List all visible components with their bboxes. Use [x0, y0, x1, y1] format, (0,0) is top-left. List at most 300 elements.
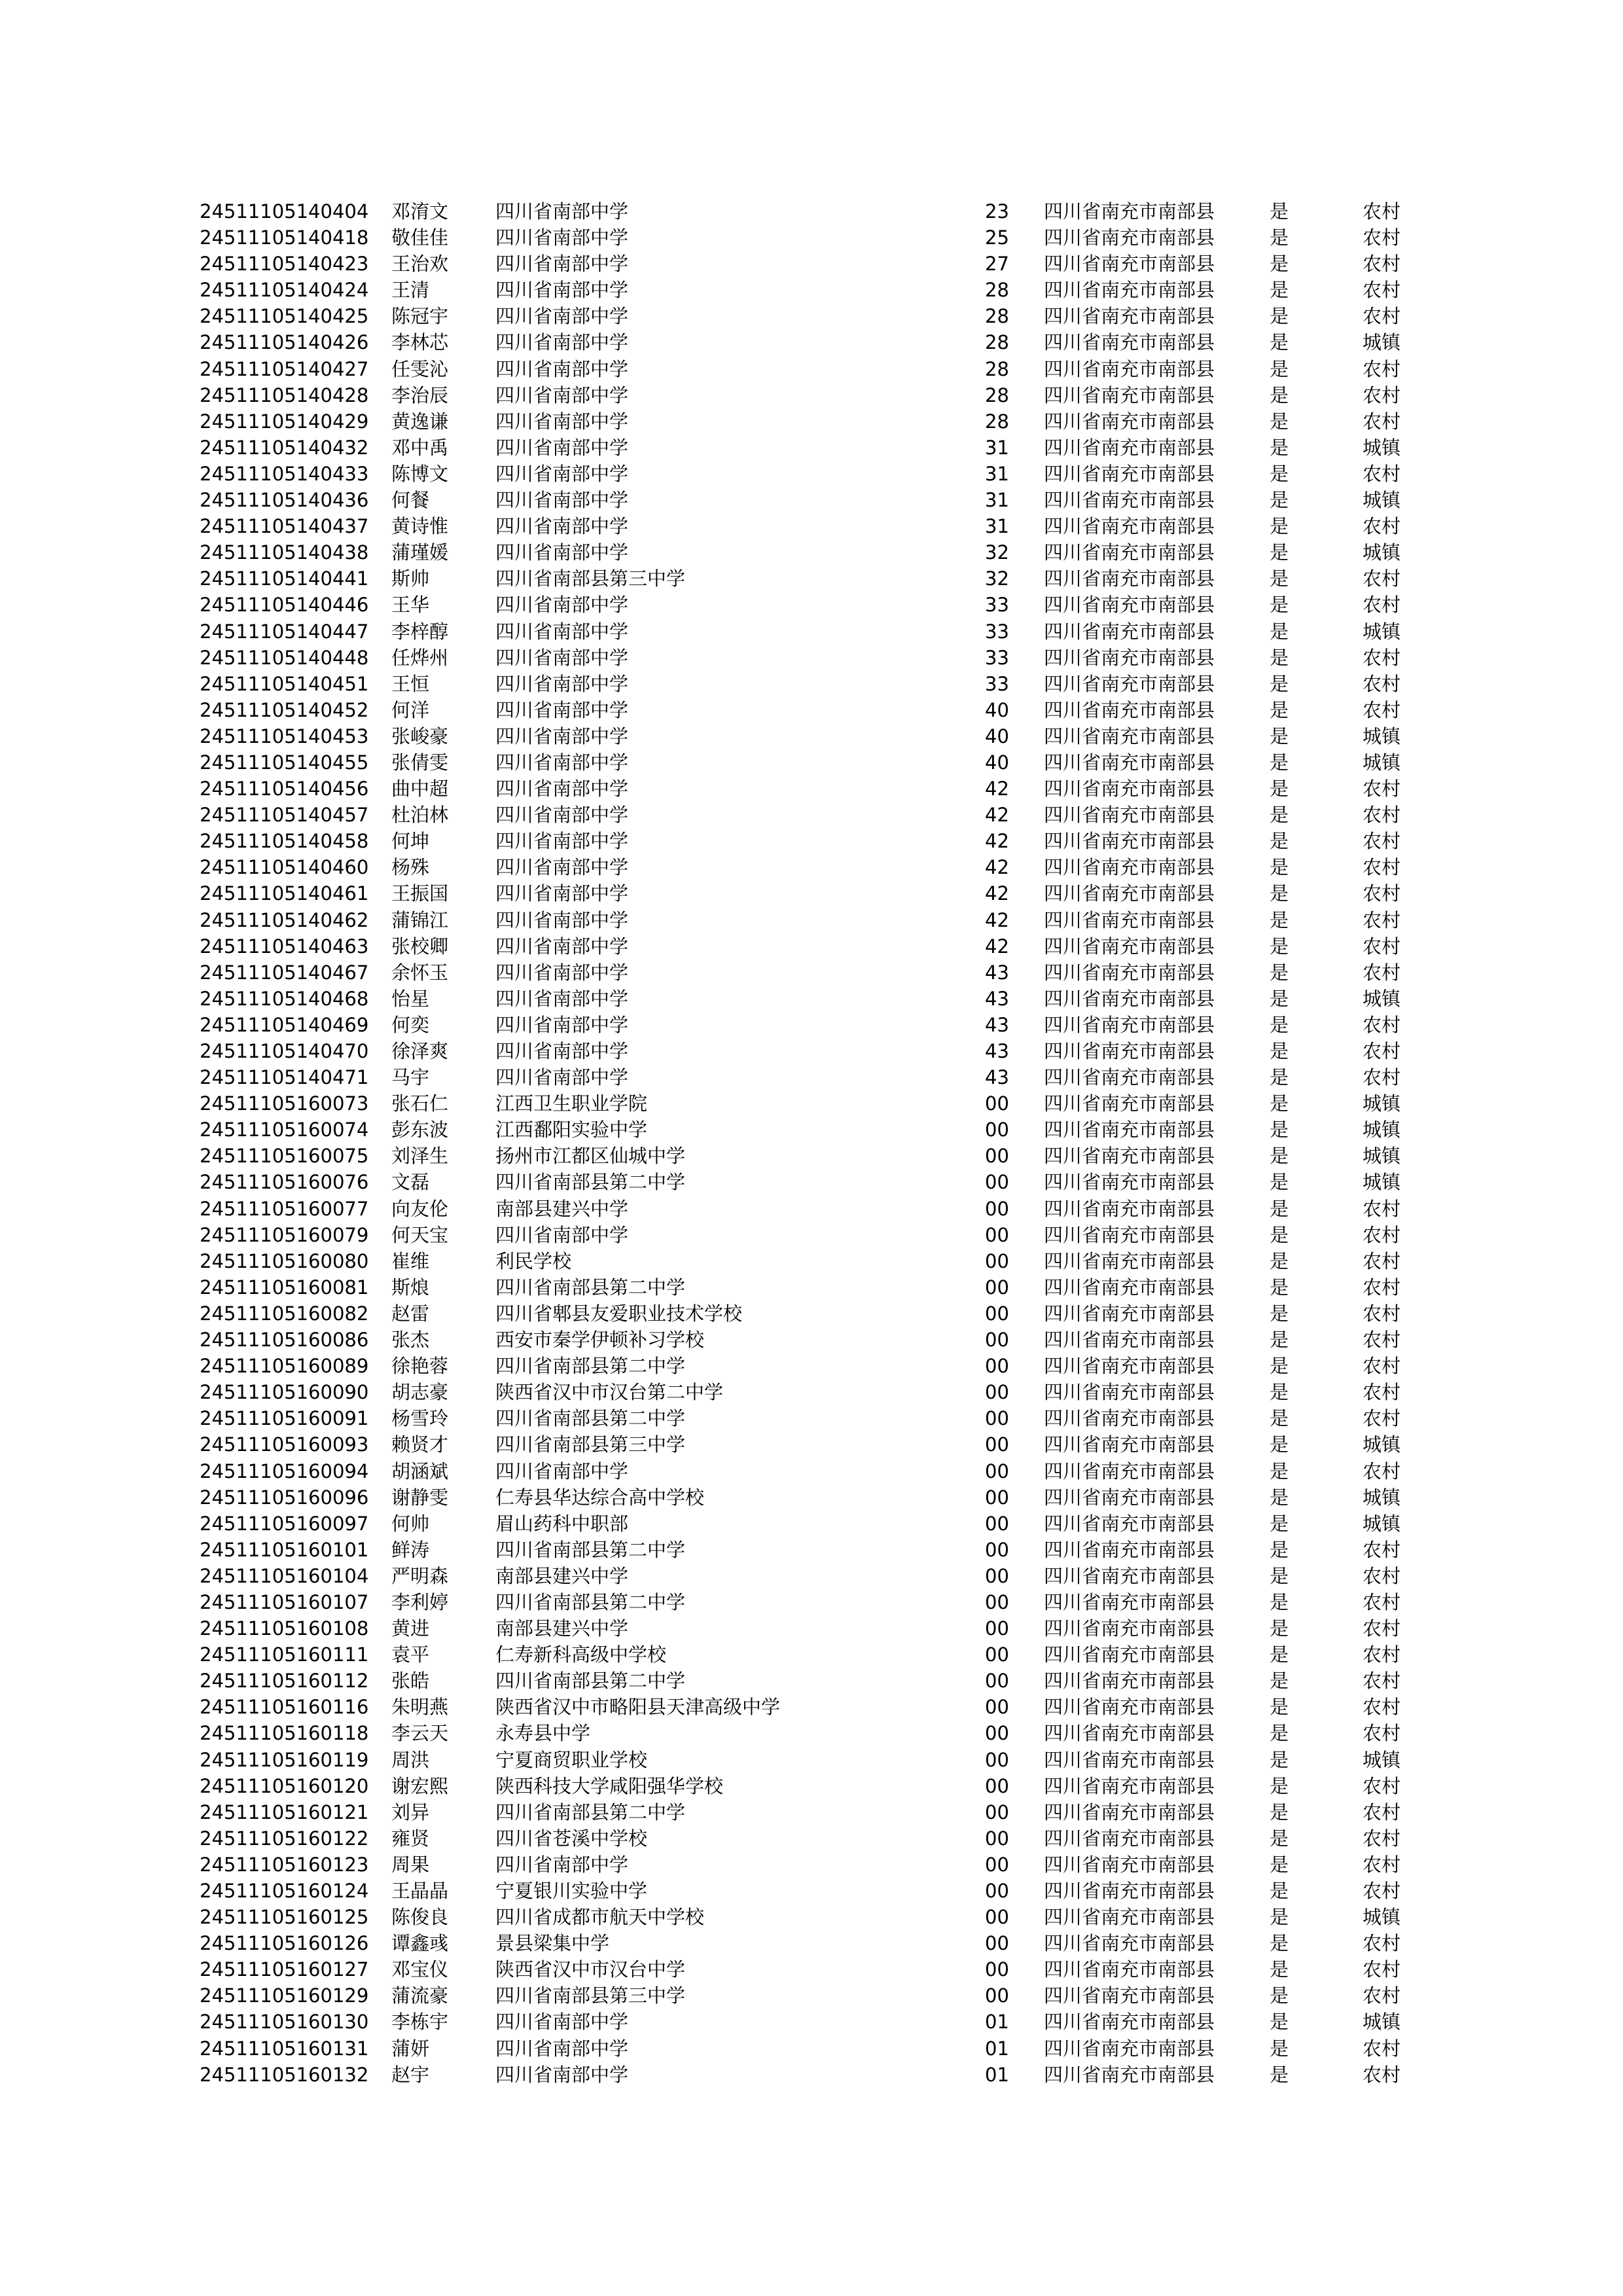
exam-number-cell: 24511105140467 — [200, 961, 369, 984]
home-region-cell: 四川省南充市南部县 — [1044, 1590, 1215, 1613]
home-region-cell: 四川省南充市南部县 — [1044, 1381, 1215, 1404]
score-code-cell: 31 — [985, 462, 1009, 485]
local-flag-cell: 是 — [1270, 253, 1289, 276]
table-row — [0, 749, 1623, 776]
school-name-cell: 仁寿县华达综合高中学校 — [495, 1486, 705, 1509]
home-region-cell: 四川省南充市南部县 — [1044, 1564, 1215, 1587]
school-name-cell: 四川省南部中学 — [495, 698, 629, 721]
exam-number-cell: 24511105160132 — [200, 2063, 369, 2086]
score-code-cell: 00 — [985, 1906, 1009, 1929]
local-flag-cell: 是 — [1270, 1722, 1289, 1745]
exam-number-cell: 24511105140428 — [200, 384, 369, 406]
local-flag-cell: 是 — [1270, 830, 1289, 853]
local-flag-cell: 是 — [1270, 1329, 1289, 1352]
home-region-cell: 四川省南充市南部县 — [1044, 1853, 1215, 1876]
table-row — [0, 1956, 1623, 1982]
exam-number-cell: 24511105160091 — [200, 1407, 369, 1430]
school-name-cell: 永寿县中学 — [495, 1722, 591, 1745]
table-row — [0, 251, 1623, 277]
school-name-cell: 四川省南部县第二中学 — [495, 1538, 686, 1561]
table-row — [0, 277, 1623, 303]
local-flag-cell: 是 — [1270, 672, 1289, 695]
exam-number-cell: 24511105140438 — [200, 541, 369, 564]
residence-type-cell: 城镇 — [1363, 987, 1401, 1010]
table-row — [0, 802, 1623, 828]
home-region-cell: 四川省南充市南部县 — [1044, 305, 1215, 328]
residence-type-cell: 农村 — [1363, 646, 1401, 669]
exam-number-cell: 24511105160082 — [200, 1302, 369, 1325]
home-region-cell: 四川省南充市南部县 — [1044, 226, 1215, 249]
table-row — [0, 1563, 1623, 1589]
local-flag-cell: 是 — [1270, 1774, 1289, 1797]
residence-type-cell: 农村 — [1363, 1249, 1401, 1272]
student-name-cell: 何坤 — [391, 830, 430, 853]
local-flag-cell: 是 — [1270, 646, 1289, 669]
school-name-cell: 四川省南部县第三中学 — [495, 1433, 686, 1456]
home-region-cell: 四川省南充市南部县 — [1044, 1433, 1215, 1456]
table-row — [0, 1431, 1623, 1458]
home-region-cell: 四川省南充市南部县 — [1044, 830, 1215, 853]
student-name-cell: 黄逸谦 — [391, 410, 449, 433]
student-name-cell: 徐泽爽 — [391, 1040, 449, 1062]
school-name-cell: 四川省南部中学 — [495, 331, 629, 354]
residence-type-cell: 农村 — [1363, 1932, 1401, 1955]
home-region-cell: 四川省南充市南部县 — [1044, 1460, 1215, 1482]
score-code-cell: 00 — [985, 1145, 1009, 1168]
score-code-cell: 43 — [985, 1040, 1009, 1062]
table-row — [0, 1878, 1623, 1904]
residence-type-cell: 农村 — [1363, 856, 1401, 879]
score-code-cell: 00 — [985, 1958, 1009, 1981]
score-code-cell: 42 — [985, 778, 1009, 800]
exam-number-cell: 24511105160111 — [200, 1643, 369, 1666]
student-name-cell: 蒲妍 — [391, 2037, 430, 2060]
exam-number-cell: 24511105160086 — [200, 1329, 369, 1352]
table-row — [0, 2062, 1623, 2088]
home-region-cell: 四川省南充市南部县 — [1044, 1197, 1215, 1220]
table-row — [0, 1143, 1623, 1169]
residence-type-cell: 农村 — [1363, 1590, 1401, 1613]
exam-number-cell: 24511105140469 — [200, 1013, 369, 1036]
score-code-cell: 27 — [985, 253, 1009, 276]
local-flag-cell: 是 — [1270, 2011, 1289, 2034]
school-name-cell: 扬州市江都区仙城中学 — [495, 1145, 686, 1168]
student-name-cell: 赖贤才 — [391, 1433, 449, 1456]
local-flag-cell: 是 — [1270, 935, 1289, 958]
table-row — [0, 1353, 1623, 1379]
exam-number-cell: 24511105160129 — [200, 1984, 369, 2007]
residence-type-cell: 城镇 — [1363, 1092, 1401, 1115]
school-name-cell: 南部县建兴中学 — [495, 1617, 629, 1640]
score-code-cell: 00 — [985, 1092, 1009, 1115]
home-region-cell: 四川省南充市南部县 — [1044, 778, 1215, 800]
residence-type-cell: 城镇 — [1363, 620, 1401, 643]
student-name-cell: 斯烺 — [391, 1276, 430, 1299]
exam-number-cell: 24511105140446 — [200, 594, 369, 617]
exam-number-cell: 24511105140456 — [200, 778, 369, 800]
residence-type-cell: 农村 — [1363, 410, 1401, 433]
table-row — [0, 1484, 1623, 1511]
residence-type-cell: 城镇 — [1363, 1512, 1401, 1535]
home-region-cell: 四川省南充市南部县 — [1044, 646, 1215, 669]
local-flag-cell: 是 — [1270, 961, 1289, 984]
exam-number-cell: 24511105160081 — [200, 1276, 369, 1299]
local-flag-cell: 是 — [1270, 1670, 1289, 1693]
exam-number-cell: 24511105140470 — [200, 1040, 369, 1062]
exam-number-cell: 24511105140461 — [200, 882, 369, 905]
score-code-cell: 01 — [985, 2037, 1009, 2060]
table-row — [0, 1641, 1623, 1668]
table-row — [0, 1747, 1623, 1773]
score-code-cell: 00 — [985, 1670, 1009, 1693]
residence-type-cell: 农村 — [1363, 1355, 1401, 1378]
residence-type-cell: 农村 — [1363, 1302, 1401, 1325]
table-row — [0, 487, 1623, 513]
table-row — [0, 1511, 1623, 1537]
score-code-cell: 25 — [985, 226, 1009, 249]
residence-type-cell: 农村 — [1363, 698, 1401, 721]
local-flag-cell: 是 — [1270, 1040, 1289, 1062]
residence-type-cell: 农村 — [1363, 279, 1401, 302]
school-name-cell: 四川省南部县第二中学 — [495, 1355, 686, 1378]
residence-type-cell: 城镇 — [1363, 1119, 1401, 1141]
exam-number-cell: 24511105160101 — [200, 1538, 369, 1561]
table-row — [0, 671, 1623, 697]
home-region-cell: 四川省南充市南部县 — [1044, 436, 1215, 459]
home-region-cell: 四川省南充市南部县 — [1044, 1617, 1215, 1640]
score-code-cell: 00 — [985, 1696, 1009, 1719]
student-name-cell: 杜泊林 — [391, 804, 449, 827]
local-flag-cell: 是 — [1270, 305, 1289, 328]
exam-number-cell: 24511105140463 — [200, 935, 369, 958]
residence-type-cell: 城镇 — [1363, 1145, 1401, 1168]
student-name-cell: 蒲流豪 — [391, 1984, 449, 2007]
score-code-cell: 33 — [985, 620, 1009, 643]
student-name-cell: 邓淯文 — [391, 200, 449, 223]
local-flag-cell: 是 — [1270, 1092, 1289, 1115]
exam-number-cell: 24511105160125 — [200, 1906, 369, 1929]
home-region-cell: 四川省南充市南部县 — [1044, 908, 1215, 931]
score-code-cell: 00 — [985, 1407, 1009, 1430]
exam-number-cell: 24511105160119 — [200, 1748, 369, 1771]
school-name-cell: 陕西省汉中市略阳县天津高级中学 — [495, 1696, 781, 1719]
score-code-cell: 00 — [985, 1880, 1009, 1902]
local-flag-cell: 是 — [1270, 751, 1289, 774]
table-row — [0, 435, 1623, 461]
home-region-cell: 四川省南充市南部县 — [1044, 1906, 1215, 1929]
exam-number-cell: 24511105160090 — [200, 1381, 369, 1404]
table-row — [0, 933, 1623, 960]
home-region-cell: 四川省南充市南部县 — [1044, 1670, 1215, 1693]
home-region-cell: 四川省南充市南部县 — [1044, 1486, 1215, 1509]
residence-type-cell: 农村 — [1363, 305, 1401, 328]
score-code-cell: 33 — [985, 672, 1009, 695]
student-name-cell: 任雯沁 — [391, 357, 449, 380]
exam-number-cell: 24511105140448 — [200, 646, 369, 669]
student-name-cell: 张石仁 — [391, 1092, 449, 1115]
residence-type-cell: 城镇 — [1363, 1748, 1401, 1771]
home-region-cell: 四川省南充市南部县 — [1044, 1145, 1215, 1168]
score-code-cell: 00 — [985, 1433, 1009, 1456]
student-name-cell: 李云天 — [391, 1722, 449, 1745]
exam-number-cell: 24511105140404 — [200, 200, 369, 223]
table-row — [0, 1300, 1623, 1327]
student-name-cell: 朱明燕 — [391, 1696, 449, 1719]
residence-type-cell: 农村 — [1363, 1381, 1401, 1404]
table-row — [0, 1589, 1623, 1615]
local-flag-cell: 是 — [1270, 331, 1289, 354]
residence-type-cell: 农村 — [1363, 1407, 1401, 1430]
student-name-cell: 余怀玉 — [391, 961, 449, 984]
local-flag-cell: 是 — [1270, 1984, 1289, 2007]
table-row — [0, 1537, 1623, 1563]
home-region-cell: 四川省南充市南部县 — [1044, 462, 1215, 485]
score-code-cell: 43 — [985, 1013, 1009, 1036]
score-code-cell: 00 — [985, 1329, 1009, 1352]
student-name-cell: 黄诗惟 — [391, 515, 449, 538]
residence-type-cell: 农村 — [1363, 1564, 1401, 1587]
residence-type-cell: 农村 — [1363, 1197, 1401, 1220]
student-name-cell: 何天宝 — [391, 1223, 449, 1246]
local-flag-cell: 是 — [1270, 1302, 1289, 1325]
student-name-cell: 李梓醇 — [391, 620, 449, 643]
home-region-cell: 四川省南充市南部县 — [1044, 357, 1215, 380]
residence-type-cell: 农村 — [1363, 567, 1401, 590]
student-name-cell: 陈冠宇 — [391, 305, 449, 328]
table-row — [0, 461, 1623, 487]
school-name-cell: 四川省南部中学 — [495, 646, 629, 669]
local-flag-cell: 是 — [1270, 1486, 1289, 1509]
home-region-cell: 四川省南充市南部县 — [1044, 1932, 1215, 1955]
exam-number-cell: 24511105160074 — [200, 1119, 369, 1141]
student-name-cell: 邓中禹 — [391, 436, 449, 459]
student-name-cell: 敬佳佳 — [391, 226, 449, 249]
school-name-cell: 四川省南部中学 — [495, 462, 629, 485]
score-code-cell: 00 — [985, 1460, 1009, 1482]
home-region-cell: 四川省南充市南部县 — [1044, 620, 1215, 643]
school-name-cell: 四川省南部中学 — [495, 253, 629, 276]
home-region-cell: 四川省南充市南部县 — [1044, 1223, 1215, 1246]
score-code-cell: 00 — [985, 1381, 1009, 1404]
home-region-cell: 四川省南充市南部县 — [1044, 1171, 1215, 1194]
exam-number-cell: 24511105140436 — [200, 489, 369, 512]
school-name-cell: 四川省南部县第二中学 — [495, 1171, 686, 1194]
score-code-cell: 01 — [985, 2063, 1009, 2086]
score-code-cell: 42 — [985, 856, 1009, 879]
exam-number-cell: 24511105140468 — [200, 987, 369, 1010]
student-name-cell: 张皓 — [391, 1670, 430, 1693]
student-name-cell: 张校卿 — [391, 935, 449, 958]
exam-number-cell: 24511105160093 — [200, 1433, 369, 1456]
student-name-cell: 马宇 — [391, 1066, 430, 1089]
local-flag-cell: 是 — [1270, 1853, 1289, 1876]
school-name-cell: 四川省南部中学 — [495, 856, 629, 879]
local-flag-cell: 是 — [1270, 226, 1289, 249]
home-region-cell: 四川省南充市南部县 — [1044, 725, 1215, 747]
exam-number-cell: 24511105140427 — [200, 357, 369, 380]
residence-type-cell: 农村 — [1363, 1670, 1401, 1693]
local-flag-cell: 是 — [1270, 882, 1289, 905]
student-name-cell: 张杰 — [391, 1329, 430, 1352]
home-region-cell: 四川省南充市南部县 — [1044, 567, 1215, 590]
residence-type-cell: 农村 — [1363, 1722, 1401, 1745]
local-flag-cell: 是 — [1270, 567, 1289, 590]
school-name-cell: 四川省南部中学 — [495, 515, 629, 538]
exam-number-cell: 24511105140471 — [200, 1066, 369, 1089]
student-name-cell: 王治欢 — [391, 253, 449, 276]
table-row — [0, 1694, 1623, 1720]
residence-type-cell: 城镇 — [1363, 751, 1401, 774]
score-code-cell: 32 — [985, 567, 1009, 590]
home-region-cell: 四川省南充市南部县 — [1044, 1696, 1215, 1719]
exam-number-cell: 24511105140425 — [200, 305, 369, 328]
home-region-cell: 四川省南充市南部县 — [1044, 1748, 1215, 1771]
residence-type-cell: 农村 — [1363, 1040, 1401, 1062]
exam-number-cell: 24511105140455 — [200, 751, 369, 774]
score-code-cell: 42 — [985, 882, 1009, 905]
exam-number-cell: 24511105160131 — [200, 2037, 369, 2060]
school-name-cell: 陕西省汉中市汉台第二中学 — [495, 1381, 724, 1404]
score-code-cell: 01 — [985, 2011, 1009, 2034]
residence-type-cell: 城镇 — [1363, 489, 1401, 512]
home-region-cell: 四川省南充市南部县 — [1044, 2037, 1215, 2060]
exam-number-cell: 24511105140432 — [200, 436, 369, 459]
table-row — [0, 356, 1623, 382]
exam-number-cell: 24511105140453 — [200, 725, 369, 747]
score-code-cell: 32 — [985, 541, 1009, 564]
table-row — [0, 198, 1623, 224]
student-name-cell: 谢宏熙 — [391, 1774, 449, 1797]
home-region-cell: 四川省南充市南部县 — [1044, 1092, 1215, 1115]
school-name-cell: 四川省南部中学 — [495, 804, 629, 827]
exam-number-cell: 24511105140424 — [200, 279, 369, 302]
table-row — [0, 1799, 1623, 1825]
student-name-cell: 黄进 — [391, 1617, 430, 1640]
exam-number-cell: 24511105140437 — [200, 515, 369, 538]
residence-type-cell: 农村 — [1363, 672, 1401, 695]
student-name-cell: 陈博文 — [391, 462, 449, 485]
table-row — [0, 619, 1623, 645]
table-row — [0, 1169, 1623, 1195]
residence-type-cell: 农村 — [1363, 804, 1401, 827]
school-name-cell: 南部县建兴中学 — [495, 1197, 629, 1220]
local-flag-cell: 是 — [1270, 1958, 1289, 1981]
table-row — [0, 1379, 1623, 1405]
table-row — [0, 1405, 1623, 1431]
table-row — [0, 828, 1623, 854]
local-flag-cell: 是 — [1270, 2037, 1289, 2060]
residence-type-cell: 城镇 — [1363, 2011, 1401, 2034]
exam-number-cell: 24511105160107 — [200, 1590, 369, 1613]
school-name-cell: 四川省南部中学 — [495, 961, 629, 984]
home-region-cell: 四川省南充市南部县 — [1044, 1407, 1215, 1430]
score-code-cell: 00 — [985, 1223, 1009, 1246]
school-name-cell: 四川省南部中学 — [495, 357, 629, 380]
local-flag-cell: 是 — [1270, 1590, 1289, 1613]
exam-number-cell: 24511105160077 — [200, 1197, 369, 1220]
home-region-cell: 四川省南充市南部县 — [1044, 2063, 1215, 2086]
table-row — [0, 1038, 1623, 1064]
exam-number-cell: 24511105160130 — [200, 2011, 369, 2034]
home-region-cell: 四川省南充市南部县 — [1044, 1827, 1215, 1850]
home-region-cell: 四川省南充市南部县 — [1044, 751, 1215, 774]
score-code-cell: 00 — [985, 1355, 1009, 1378]
home-region-cell: 四川省南充市南部县 — [1044, 253, 1215, 276]
local-flag-cell: 是 — [1270, 1171, 1289, 1194]
school-name-cell: 四川省南部中学 — [495, 305, 629, 328]
score-code-cell: 00 — [985, 1801, 1009, 1823]
student-name-cell: 文磊 — [391, 1171, 430, 1194]
score-code-cell: 00 — [985, 1774, 1009, 1797]
school-name-cell: 四川省南部中学 — [495, 987, 629, 1010]
score-code-cell: 33 — [985, 594, 1009, 617]
table-row — [0, 1222, 1623, 1248]
student-name-cell: 雍贤 — [391, 1827, 430, 1850]
residence-type-cell: 农村 — [1363, 1801, 1401, 1823]
score-code-cell: 00 — [985, 1119, 1009, 1141]
local-flag-cell: 是 — [1270, 1564, 1289, 1587]
residence-type-cell: 农村 — [1363, 1958, 1401, 1981]
table-row — [0, 1458, 1623, 1484]
local-flag-cell: 是 — [1270, 1249, 1289, 1272]
score-code-cell: 43 — [985, 1066, 1009, 1089]
exam-number-cell: 24511105160124 — [200, 1880, 369, 1902]
score-code-cell: 33 — [985, 646, 1009, 669]
home-region-cell: 四川省南充市南部县 — [1044, 331, 1215, 354]
school-name-cell: 四川省南部中学 — [495, 908, 629, 931]
home-region-cell: 四川省南充市南部县 — [1044, 698, 1215, 721]
student-name-cell: 陈俊良 — [391, 1906, 449, 1929]
school-name-cell: 四川省南部中学 — [495, 1040, 629, 1062]
table-row — [0, 539, 1623, 565]
residence-type-cell: 农村 — [1363, 2063, 1401, 2086]
local-flag-cell: 是 — [1270, 698, 1289, 721]
local-flag-cell: 是 — [1270, 778, 1289, 800]
residence-type-cell: 农村 — [1363, 1696, 1401, 1719]
school-name-cell: 四川省南部中学 — [495, 882, 629, 905]
table-row — [0, 224, 1623, 251]
home-region-cell: 四川省南充市南部县 — [1044, 882, 1215, 905]
school-name-cell: 四川省南部中学 — [495, 751, 629, 774]
score-code-cell: 00 — [985, 1538, 1009, 1561]
local-flag-cell: 是 — [1270, 1433, 1289, 1456]
residence-type-cell: 农村 — [1363, 882, 1401, 905]
table-row — [0, 303, 1623, 329]
local-flag-cell: 是 — [1270, 489, 1289, 512]
score-code-cell: 28 — [985, 384, 1009, 406]
table-row — [0, 1012, 1623, 1038]
home-region-cell: 四川省南充市南部县 — [1044, 1066, 1215, 1089]
table-row — [0, 723, 1623, 749]
score-code-cell: 28 — [985, 357, 1009, 380]
exam-number-cell: 24511105160116 — [200, 1696, 369, 1719]
residence-type-cell: 农村 — [1363, 515, 1401, 538]
score-code-cell: 43 — [985, 961, 1009, 984]
local-flag-cell: 是 — [1270, 1643, 1289, 1666]
home-region-cell: 四川省南充市南部县 — [1044, 200, 1215, 223]
local-flag-cell: 是 — [1270, 462, 1289, 485]
local-flag-cell: 是 — [1270, 1460, 1289, 1482]
table-row — [0, 1196, 1623, 1222]
table-row — [0, 1117, 1623, 1143]
local-flag-cell: 是 — [1270, 1381, 1289, 1404]
residence-type-cell: 农村 — [1363, 1460, 1401, 1482]
score-code-cell: 00 — [985, 1617, 1009, 1640]
score-code-cell: 43 — [985, 987, 1009, 1010]
home-region-cell: 四川省南充市南部县 — [1044, 1801, 1215, 1823]
school-name-cell: 四川省南部中学 — [495, 1853, 629, 1876]
school-name-cell: 四川省南部中学 — [495, 279, 629, 302]
